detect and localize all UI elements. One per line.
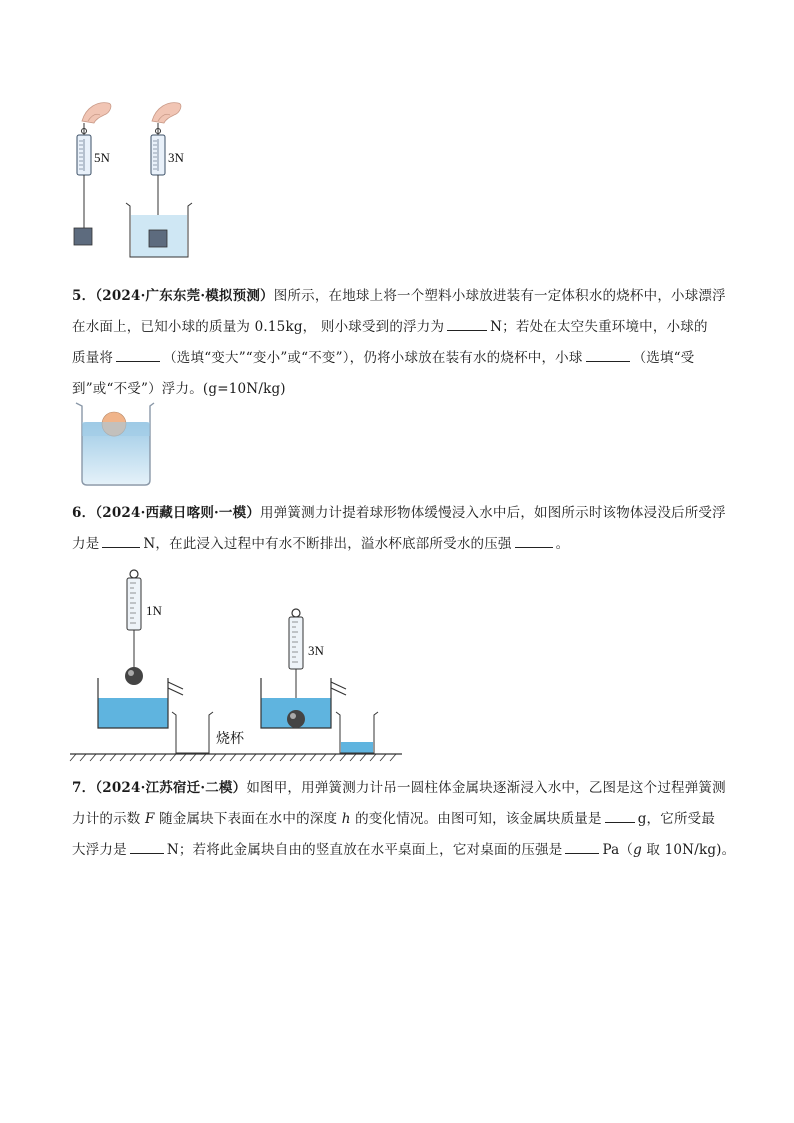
answer-blank-table-pressure[interactable] bbox=[565, 839, 599, 854]
question-6-text-2b: N，在此浸入过程中有水不断排出，溢水杯底部所受水的压强 bbox=[143, 536, 512, 552]
answer-blank-buoyancy-q6[interactable] bbox=[102, 533, 140, 548]
floating-ball-beaker-figure bbox=[74, 400, 156, 490]
small-beaker-left bbox=[172, 712, 213, 753]
answer-blank-mass-q7[interactable] bbox=[605, 808, 635, 823]
variable-F: F bbox=[145, 811, 155, 827]
question-7-text-2d: g，它所受最 bbox=[637, 811, 716, 827]
answer-blank-mass[interactable] bbox=[116, 347, 160, 362]
question-5-text-2a: 在水面上，已知小球的质量为 0.15kg， 则小球受到的浮力为 bbox=[72, 319, 445, 335]
small-beaker-right bbox=[336, 712, 378, 753]
scale-reading-3n: 3N bbox=[308, 643, 324, 658]
question-7-text-3c: Pa（ bbox=[602, 842, 634, 858]
scale-reading-1n: 1N bbox=[146, 603, 162, 618]
question-7 bbox=[72, 773, 736, 866]
variable-g: g bbox=[633, 842, 642, 858]
question-7-number: 7． bbox=[72, 780, 96, 796]
question-5-text-3c: （选填“受 bbox=[632, 350, 695, 366]
spring-scale-right-q6 bbox=[289, 609, 303, 710]
question-5-text-4: 到”或“不受”）浮力。(g=10N/kg) bbox=[72, 381, 286, 397]
question-7-text-2b: 随金属块下表面在水中的深度 bbox=[159, 811, 338, 827]
variable-h: h bbox=[341, 811, 351, 827]
question-6-line-2 bbox=[72, 529, 732, 560]
beaker-with-water bbox=[126, 203, 192, 257]
hand-icon-right bbox=[152, 103, 181, 123]
question-6-line-1 bbox=[72, 498, 732, 529]
question-7-text-1: 如图甲，用弹簧测力计吊一圆柱体金属块逐渐浸入水中，乙图是这个过程弹簧测 bbox=[246, 780, 726, 796]
overflow-cup-right bbox=[261, 678, 346, 728]
question-5 bbox=[72, 281, 732, 405]
answer-blank-max-buoyancy[interactable] bbox=[130, 839, 164, 854]
overflow-cup-left bbox=[98, 678, 183, 728]
question-7-text-2a: 力计的示数 bbox=[72, 811, 141, 827]
hand-icon-left bbox=[82, 103, 111, 123]
question-6-text-2c: 。 bbox=[555, 536, 570, 552]
spring-scale-left-q6 bbox=[125, 570, 143, 685]
question-6-text-2a: 力是 bbox=[72, 536, 100, 552]
question-5-source: （2024·广东东莞·模拟预测） bbox=[95, 288, 274, 304]
question-7-text-2c: 的变化情况。由图可知，该金属块质量是 bbox=[355, 811, 602, 827]
answer-blank-buoyant[interactable] bbox=[586, 347, 630, 362]
answer-blank-pressure[interactable] bbox=[515, 533, 553, 548]
question-5-line-3 bbox=[72, 343, 732, 374]
question-7-line-2 bbox=[72, 804, 732, 835]
question-7-text-3b: N；若将此金属块自由的竖直放在水平桌面上，它对桌面的压强是 bbox=[166, 842, 563, 858]
question-7-text-3d: 取 10N/kg)。 bbox=[641, 842, 736, 858]
question-6-text-1: 用弹簧测力计提着球形物体缓慢浸入水中后，如图所示时该物体浸没后所受浮 bbox=[260, 505, 726, 521]
question-5-line-2 bbox=[72, 312, 732, 343]
scale-reading-right: 3N bbox=[168, 150, 184, 165]
question-5-number: 5． bbox=[72, 288, 96, 304]
overflow-cup-figure bbox=[70, 565, 410, 765]
question-7-source: （2024·江苏宿迁·二模） bbox=[95, 780, 247, 796]
answer-blank-buoyancy[interactable] bbox=[447, 316, 487, 331]
question-5-text-3b: （选填“变大”“变小”或“不变”），仍将小球放在装有水的烧杯中，小球 bbox=[163, 350, 583, 366]
question-6 bbox=[72, 498, 732, 560]
table-surface bbox=[70, 754, 402, 761]
question-6-number: 6． bbox=[72, 505, 96, 521]
question-7-line-3 bbox=[72, 835, 736, 866]
spring-scale-right bbox=[151, 123, 165, 231]
question-5-line-4 bbox=[72, 374, 732, 405]
question-7-text-3a: 大浮力是 bbox=[72, 842, 127, 858]
question-5-text-3a: 质量将 bbox=[72, 350, 114, 366]
question-5-text-1: 图所示，在地球上将一个塑料小球放进装有一定体积水的烧杯中，小球漂浮 bbox=[273, 288, 726, 304]
spring-scale-left bbox=[74, 123, 92, 245]
scale-reading-left: 5N bbox=[94, 150, 110, 165]
beaker-label: 烧杯 bbox=[216, 732, 244, 747]
spring-scale-figure-q4 bbox=[60, 95, 220, 265]
question-5-line-1 bbox=[72, 281, 732, 312]
question-6-source: （2024·西藏日喀则·一模） bbox=[95, 505, 261, 521]
question-5-text-2b: N；若处在太空失重环境中，小球的 bbox=[490, 319, 708, 335]
question-7-line-1 bbox=[72, 773, 732, 804]
